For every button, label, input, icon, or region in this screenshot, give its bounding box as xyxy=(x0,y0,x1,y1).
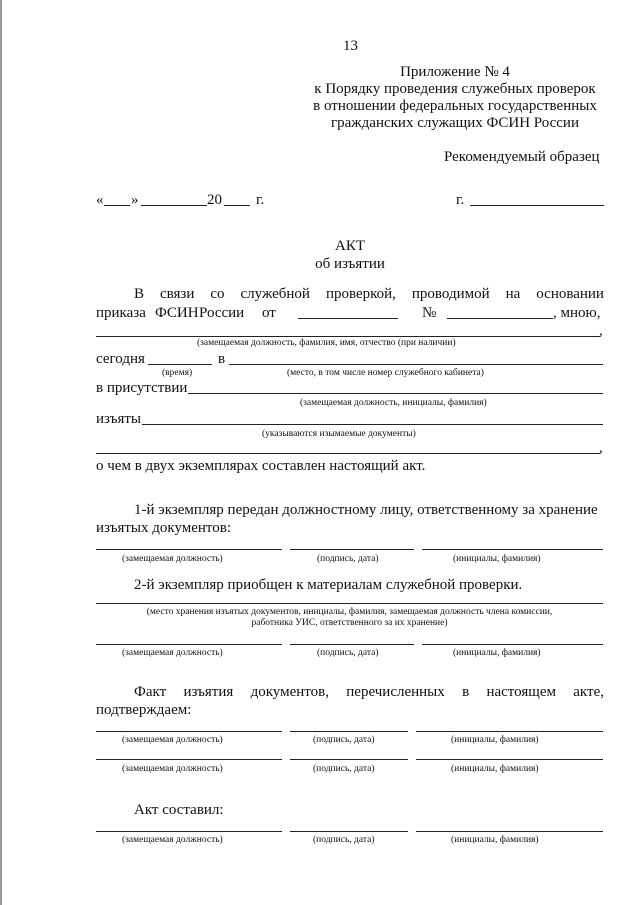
witness2-position-blank[interactable] xyxy=(96,759,282,760)
seized-comma: , xyxy=(599,440,603,456)
recommended-sample: Рекомендуемый образец xyxy=(444,149,600,165)
confirm-line-1 xyxy=(134,684,604,701)
copy2-position-blank[interactable] xyxy=(96,644,282,645)
witness1-position-blank[interactable] xyxy=(96,731,282,732)
confirm-word: перечисленных xyxy=(346,684,445,700)
intro-num: № xyxy=(422,305,437,321)
copy1-signature-blank[interactable] xyxy=(290,549,414,550)
copy2-initials-blank[interactable] xyxy=(422,644,603,645)
caption-position: (замещаемая должность) xyxy=(122,735,223,745)
intro-word: основании xyxy=(536,286,604,302)
caption-storage-1: (место хранения изъятых документов, инициалы, фамилия, замещаемая должность члена комиссии, xyxy=(146,607,553,617)
copy1-line-1: 1-й экземпляр передан должностному лицу, ответственному за хранение xyxy=(134,502,598,518)
two-copies-text: о чем в двух экземплярах составлен настоящий акт. xyxy=(96,458,426,474)
caption-position: (замещаемая должность) xyxy=(122,648,223,658)
confirm-word: в xyxy=(462,684,470,700)
page-number: 13 xyxy=(343,38,358,54)
date-year-blank[interactable] xyxy=(224,205,250,206)
copy2-signature-blank[interactable] xyxy=(290,644,414,645)
date-year-prefix: 20 xyxy=(207,192,222,208)
appendix-line-2: в отношении федеральных государственных xyxy=(313,98,597,114)
appendix-title: Приложение № 4 xyxy=(400,64,510,80)
caption-position: (замещаемая должность) xyxy=(122,764,223,774)
confirm-word: настоящем xyxy=(486,684,556,700)
seized-label: изъяты xyxy=(96,411,141,427)
caption-signature: (подпись, дата) xyxy=(317,554,379,564)
date-day-blank[interactable] xyxy=(104,205,130,206)
order-number-blank[interactable] xyxy=(447,318,553,319)
composer-signature-blank[interactable] xyxy=(290,831,408,832)
storage-blank[interactable] xyxy=(96,603,603,604)
witness1-initials-blank[interactable] xyxy=(416,731,603,732)
place-blank[interactable] xyxy=(229,364,603,365)
appendix-line-3: гражданских служащих ФСИН России xyxy=(331,115,579,131)
seized-docs-blank[interactable] xyxy=(142,424,603,425)
caption-time: (время) xyxy=(162,368,193,378)
intro-word: проверкой, xyxy=(325,286,396,302)
intro-word: на xyxy=(505,286,521,302)
intro-word: служебной xyxy=(240,286,310,302)
time-blank[interactable] xyxy=(148,364,212,365)
act-subtitle: об изъятии xyxy=(315,256,385,272)
city-blank[interactable] xyxy=(470,205,604,206)
witness1-signature-blank[interactable] xyxy=(290,731,408,732)
scan-margin xyxy=(0,0,2,905)
copy1-line-2: изъятых документов: xyxy=(96,520,232,536)
intro-word: со xyxy=(210,286,225,302)
intro-prikaz: приказа xyxy=(96,305,146,321)
caption-initials: (инициалы, фамилия) xyxy=(453,554,541,564)
caption-place: (место, в том числе номер служебного кабинета) xyxy=(287,368,484,378)
caption-signature: (подпись, дата) xyxy=(313,835,375,845)
intro-rossii: России xyxy=(199,305,245,321)
in-label: в xyxy=(218,351,226,367)
date-month-blank[interactable] xyxy=(141,205,207,206)
caption-initials: (инициалы, фамилия) xyxy=(451,764,539,774)
date-year-suffix: г. xyxy=(256,192,265,208)
order-date-blank[interactable] xyxy=(298,318,398,319)
intro-word: В xyxy=(134,286,145,302)
caption-initials: (инициалы, фамилия) xyxy=(453,648,541,658)
caption-initials: (инициалы, фамилия) xyxy=(451,835,539,845)
caption-docs: (указываются изымаемые документы) xyxy=(262,429,416,439)
caption-presence: (замещаемая должность, инициалы, фамилия) xyxy=(300,398,487,408)
confirm-line-2: подтверждаем: xyxy=(96,702,192,718)
seized-docs-blank-2[interactable] xyxy=(96,453,600,454)
presence-blank[interactable] xyxy=(188,393,603,394)
intro-line-1 xyxy=(134,286,604,303)
copy1-position-blank[interactable] xyxy=(96,549,282,550)
intro-mnoyu: , мною, xyxy=(553,305,601,321)
caption-signature: (подпись, дата) xyxy=(313,764,375,774)
copy1-initials-blank[interactable] xyxy=(422,549,603,550)
caption-position: (замещаемая должность) xyxy=(122,835,223,845)
act-title: АКТ xyxy=(335,238,365,254)
caption-position: (замещаемая должность) xyxy=(122,554,223,564)
date-open-quote: « xyxy=(96,192,104,208)
confirm-word: Факт xyxy=(134,684,167,700)
confirm-word: изъятия xyxy=(183,684,234,700)
intro-word: связи xyxy=(159,286,195,302)
confirm-word: документов, xyxy=(250,684,329,700)
composer-initials-blank[interactable] xyxy=(416,831,603,832)
witness2-signature-blank[interactable] xyxy=(290,759,408,760)
today-label: сегодня xyxy=(96,351,145,367)
witness2-initials-blank[interactable] xyxy=(416,759,603,760)
official-comma: , xyxy=(599,323,603,339)
intro-word: проводимой xyxy=(411,286,490,302)
intro-fsin: ФСИН xyxy=(155,305,199,321)
caption-signature: (подпись, дата) xyxy=(313,735,375,745)
composer-position-blank[interactable] xyxy=(96,831,282,832)
caption-storage-2: работника УИС, ответственного за их хранение) xyxy=(251,618,448,628)
act-composed: Акт составил: xyxy=(134,802,224,818)
copy2-line-1: 2-й экземпляр приобщен к материалам служебной проверки. xyxy=(134,577,523,593)
intro-ot: от xyxy=(262,305,276,321)
caption-initials: (инициалы, фамилия) xyxy=(451,735,539,745)
presence-label: в присутствии xyxy=(96,380,188,396)
caption-position-fio: (замещаемая должность, фамилия, имя, отчество (при наличии) xyxy=(197,338,456,348)
city-prefix: г. xyxy=(456,192,465,208)
date-close-quote: » xyxy=(131,192,139,208)
confirm-word: акте, xyxy=(573,684,604,700)
caption-signature: (подпись, дата) xyxy=(317,648,379,658)
official-fio-blank[interactable] xyxy=(96,336,600,337)
appendix-line-1: к Порядку проведения служебных проверок xyxy=(314,81,596,97)
